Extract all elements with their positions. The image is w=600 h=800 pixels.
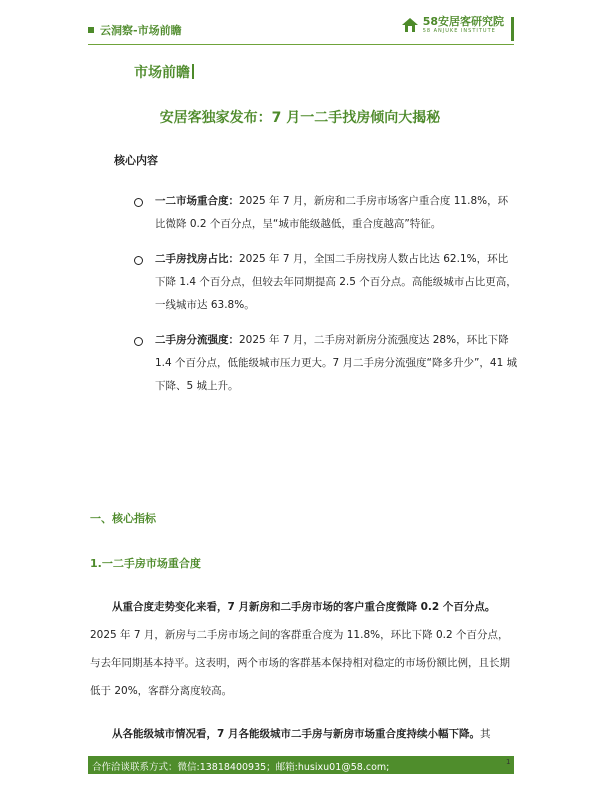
logo-main-text: 58安居客研究院 xyxy=(422,15,504,28)
bullet-label: 一二市场重合度： xyxy=(155,195,239,207)
header-square-icon xyxy=(88,27,94,33)
page-header xyxy=(88,15,514,45)
page-title: 安居客独家发布：7 月一二手找房倾向大揭秘 xyxy=(159,110,441,126)
paragraph-text: 2025 年 7 月，新房与二手房市场之间的客群重合度为 11.8%，环比下降 0.2 个百分点，与去年同期基本持平。这表明，两个市场的客群基本保持相对稳定的市场份额比例，且长期低于 20%，客群分离度较高。 xyxy=(90,629,510,697)
bullet-text: 2025 年 7 月，新房和二手房市场客户重合度 11.8%，环比微降 0.2 个百分点，呈“城市能级越低，重合度越高”特征。 xyxy=(155,195,509,230)
core-content-label: 核心内容 xyxy=(114,154,158,167)
paragraph-text: 其 xyxy=(479,728,491,740)
core-bullet-list xyxy=(134,190,518,410)
section-tag: 市场前瞻 xyxy=(134,62,194,82)
bullet-circle-icon xyxy=(134,337,143,346)
section-tag-bar xyxy=(192,64,194,79)
bullet-item xyxy=(134,329,518,398)
bullet-text: 2025 年 7 月，全国二手房找房人数占比达 62.1%，环比下降 1.4 个百分点，但较去年同期提高 2.5 个百分点。高能级城市占比更高，一线城市达 63.8%。 xyxy=(155,253,517,311)
body-paragraph xyxy=(90,720,514,748)
bullet-text: 2025 年 7 月，二手房对新房分流强度达 28%，环比下降 1.4 个百分点，低能级城市压力更大。7 月二手房分流强度“降多升少”，41 城下降、5 城上升。 xyxy=(155,334,518,392)
bullet-item xyxy=(134,248,518,317)
header-accent-bar xyxy=(511,17,514,41)
body-paragraph xyxy=(90,593,514,705)
logo-house-icon xyxy=(401,17,419,33)
paragraph-lead: 从各能级城市情况看，7 月各能级城市二手房与新房市场重合度持续小幅下降。 xyxy=(112,728,480,740)
bullet-circle-icon xyxy=(134,198,143,207)
header-title: 云洞察-市场前瞻 xyxy=(88,22,182,38)
section-heading: 一、核心指标 xyxy=(90,512,156,525)
bullet-circle-icon xyxy=(134,256,143,265)
page-footer xyxy=(88,756,514,774)
bullet-item xyxy=(134,190,518,236)
logo xyxy=(401,16,504,34)
logo-sub-text: 58 ANJUKE INSTITUTE xyxy=(422,28,496,34)
bullet-label: 二手房分流强度： xyxy=(155,334,239,346)
footer-contact: 合作洽谈联系方式：微信:13818400935；邮箱:husixu01@58.com; xyxy=(92,762,390,773)
paragraph-lead: 从重合度走势变化来看，7 月新房和二手房市场的客户重合度微降 0.2 个百分点。 xyxy=(112,601,496,613)
bullet-label: 二手房找房占比： xyxy=(155,253,239,265)
subsection-heading: 1.一二手房市场重合度 xyxy=(90,557,201,570)
page-number: 1 xyxy=(506,758,511,766)
